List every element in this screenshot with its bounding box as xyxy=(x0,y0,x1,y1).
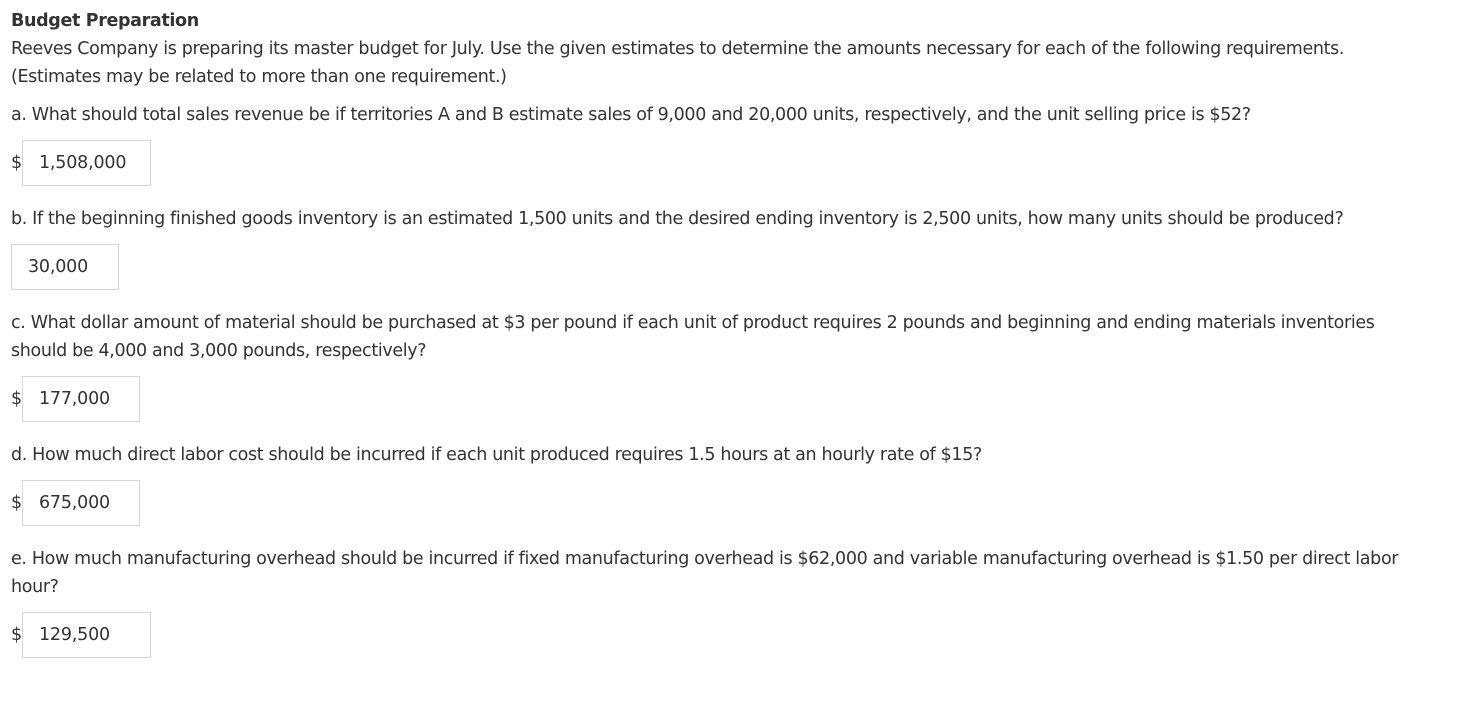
question-c-line-1: c. What dollar amount of material should be purchased at $3 per pound if each unit of product requires 2 pounds and beginning and ending materials inventories xyxy=(11,313,1375,333)
answer-value-c: 177,000 xyxy=(39,389,110,409)
question-c xyxy=(11,309,1451,365)
intro-text xyxy=(11,35,1451,91)
currency-symbol: $ xyxy=(11,153,23,173)
answer-field-b[interactable] xyxy=(11,244,119,290)
intro-line-2: (Estimates may be related to more than one requirement.) xyxy=(11,67,507,87)
page-title: Budget Preparation xyxy=(11,11,199,31)
question-b: b. If the beginning finished goods inventory is an estimated 1,500 units and the desired ending inventory is 2,500 units, how many units should be produced? xyxy=(11,209,1344,229)
question-e-line-2: hour? xyxy=(11,577,59,597)
currency-symbol: $ xyxy=(11,389,23,409)
question-c-line-2: should be 4,000 and 3,000 pounds, respectively? xyxy=(11,341,427,361)
answer-field-e[interactable] xyxy=(22,612,151,658)
answer-row-c xyxy=(11,375,1451,423)
question-a: a. What should total sales revenue be if territories A and B estimate sales of 9,000 and 20,000 units, respectively, and the unit selling price is $52? xyxy=(11,105,1251,125)
answer-value-d: 675,000 xyxy=(39,493,110,513)
answer-field-a[interactable] xyxy=(22,140,151,186)
question-e-line-1: e. How much manufacturing overhead should be incurred if fixed manufacturing overhead is $62,000 and variable manufacturing overhead is $1.50 per direct labor xyxy=(11,549,1399,569)
answer-value-e: 129,500 xyxy=(39,625,110,645)
answer-field-d[interactable] xyxy=(22,480,140,526)
answer-row-a xyxy=(11,139,1451,187)
question-d: d. How much direct labor cost should be incurred if each unit produced requires 1.5 hours at an hourly rate of $15? xyxy=(11,445,982,465)
answer-field-c[interactable] xyxy=(22,376,140,422)
intro-line-1: Reeves Company is preparing its master budget for July. Use the given estimates to determine the amounts necessary for each of the following requirements. xyxy=(11,39,1345,59)
currency-symbol: $ xyxy=(11,493,23,513)
answer-row-e xyxy=(11,611,1451,659)
answer-row-d xyxy=(11,479,1451,527)
answer-value-a: 1,508,000 xyxy=(39,153,127,173)
currency-symbol: $ xyxy=(11,625,23,645)
budget-preparation-panel xyxy=(11,7,1451,659)
answer-value-b: 30,000 xyxy=(28,257,89,277)
question-e xyxy=(11,545,1451,601)
answer-row-b xyxy=(11,243,1451,291)
